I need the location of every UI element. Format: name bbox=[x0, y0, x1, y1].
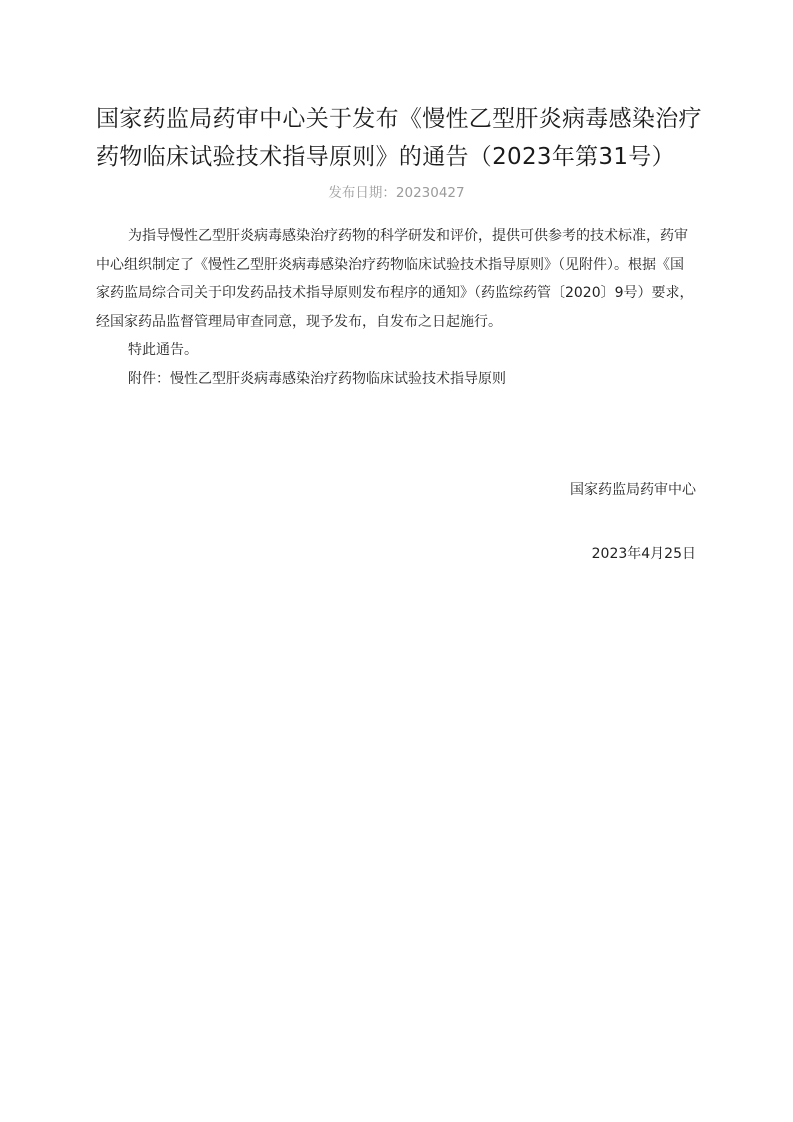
document-body bbox=[96, 222, 696, 393]
issuer-signature: 国家药监局药审中心 bbox=[570, 482, 696, 498]
document-title: 国家药监局药审中心关于发布《慢性乙型肝炎病毒感染治疗药物临床试验技术指导原则》的通告（2023年第31号） bbox=[96, 106, 702, 170]
issue-date: 2023年4月25日 bbox=[591, 546, 696, 562]
publish-date-value: 20230427 bbox=[395, 185, 465, 201]
publish-date-label: 发布日期： bbox=[328, 185, 396, 201]
body-paragraph: 特此通告。 bbox=[128, 342, 198, 358]
publish-date bbox=[0, 183, 793, 203]
body-paragraph: 为指导慢性乙型肝炎病毒感染治疗药物的科学研发和评价，提供可供参考的技术标准，药审中心组织制定了《慢性乙型肝炎病毒感染治疗药物临床试验技术指导原则》（见附件）。根据《国家药监局综合司关于印发药品技术指导原则发布程序的通知》（药监综药管〔2020〕9号）要求，经国家药品监督管理局审查同意，现予发布，自发布之日起施行。 bbox=[96, 228, 694, 330]
attachment-line: 附件：慢性乙型肝炎病毒感染治疗药物临床试验技术指导原则 bbox=[128, 370, 506, 387]
